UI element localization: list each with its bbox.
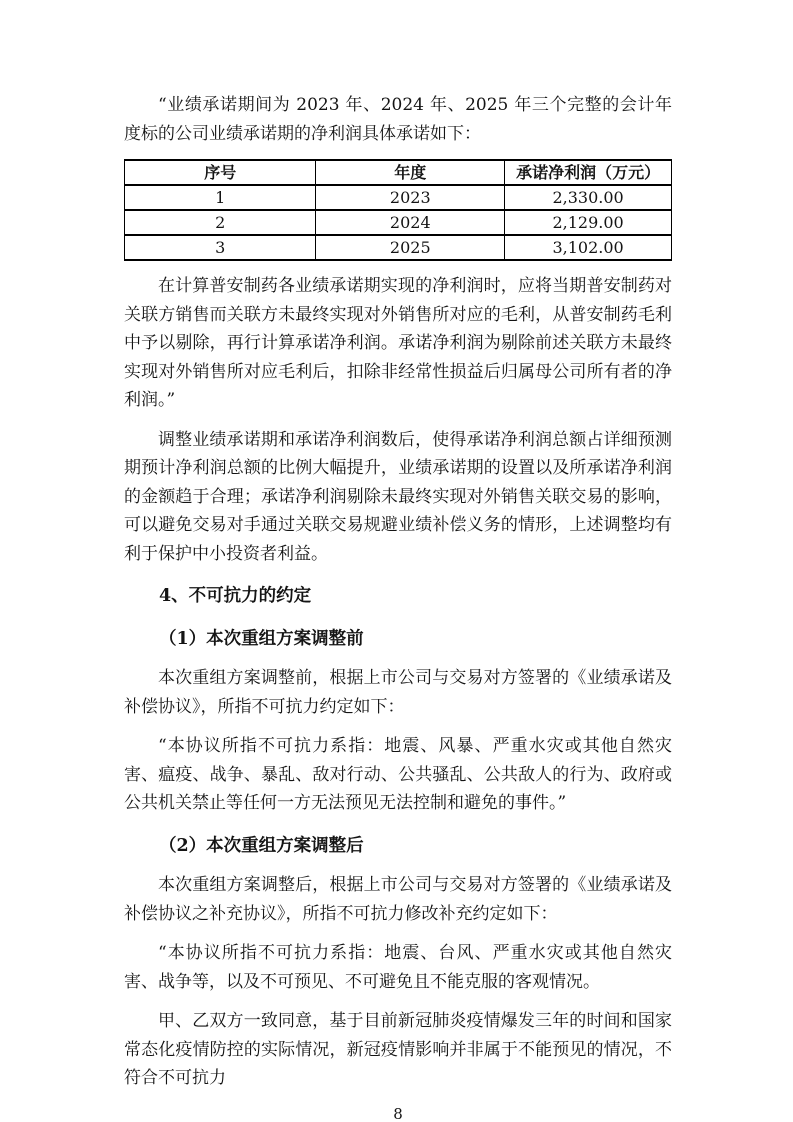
profit-commitment-table xyxy=(124,159,672,261)
column-header-serial: 序号 xyxy=(125,160,316,185)
cell-year: 2025 xyxy=(316,235,505,260)
heading-force-majeure: 4、不可抗力的约定 xyxy=(159,586,312,606)
table-header-row xyxy=(125,160,672,185)
cell-year: 2024 xyxy=(316,210,505,235)
paragraph-after-adjustment-quote: “本协议所指不可抗力系指：地震、台风、严重水灾或其他自然灾害、战争等，以及不可预见、不可避免且不能克服的客观情况。 xyxy=(124,943,672,992)
paragraph-net-profit-calculation: 在计算普安制药各业绩承诺期实现的净利润时，应将当期普安制药对关联方销售而关联方未最终实现对外销售所对应的毛利，从普安制药毛利中予以剔除，再行计算承诺净利润。承诺净利润为剔除前述关联方未最终实现对外销售所对应毛利后，扣除非经常性损益后归属母公司所有者的净利润。” xyxy=(124,276,672,410)
table-row xyxy=(125,185,672,210)
intro-paragraph: “业绩承诺期间为 2023 年、2024 年、2025 年三个完整的会计年度标的公司业绩承诺期的净利润具体承诺如下： xyxy=(124,95,672,144)
heading-after-adjustment: （2）本次重组方案调整后 xyxy=(159,835,364,856)
page-number: 8 xyxy=(393,1104,403,1122)
table-row xyxy=(125,210,672,235)
cell-serial: 3 xyxy=(125,235,316,260)
cell-serial: 1 xyxy=(125,185,316,210)
paragraph-before-adjustment-quote: “本协议所指不可抗力系指：地震、风暴、严重水灾或其他自然灾害、瘟疫、战争、暴乱、敌对行动、公共骚乱、公共敌人的行为、政府或公共机关禁止等任何一方无法预见无法控制和避免的事件。” xyxy=(124,736,672,813)
paragraph-before-adjustment: 本次重组方案调整前，根据上市公司与交易对方签署的《业绩承诺及补偿协议》，所指不可抗力约定如下： xyxy=(124,668,672,717)
paragraph-adjustment-rationale: 调整业绩承诺期和承诺净利润数后，使得承诺净利润总额占详细预测期预计净利润总额的比例大幅提升，业绩承诺期的设置以及所承诺净利润的金额趋于合理；承诺净利润剔除未最终实现对外销售关联交易的影响，可以避免交易对手通过关联交易规避业绩补偿义务的情形，上述调整均有利于保护中小投资者利益。 xyxy=(124,429,672,564)
cell-profit: 2,330.00 xyxy=(505,185,672,210)
column-header-promised-profit: 承诺净利润（万元） xyxy=(505,160,672,185)
cell-profit: 2,129.00 xyxy=(505,210,672,235)
cell-serial: 2 xyxy=(125,210,316,235)
heading-before-adjustment: （1）本次重组方案调整前 xyxy=(159,628,364,649)
table-row xyxy=(125,235,672,260)
paragraph-covid-agreement: 甲、乙双方一致同意，基于目前新冠肺炎疫情爆发三年的时间和国家常态化疫情防控的实际情况，新冠疫情影响并非属于不能预见的情况，不符合不可抗力 xyxy=(124,1011,672,1088)
paragraph-after-adjustment: 本次重组方案调整后，根据上市公司与交易对方签署的《业绩承诺及补偿协议之补充协议》，所指不可抗力修改补充约定如下： xyxy=(124,875,672,924)
column-header-year: 年度 xyxy=(316,160,505,185)
cell-profit: 3,102.00 xyxy=(505,235,672,260)
cell-year: 2023 xyxy=(316,185,505,210)
